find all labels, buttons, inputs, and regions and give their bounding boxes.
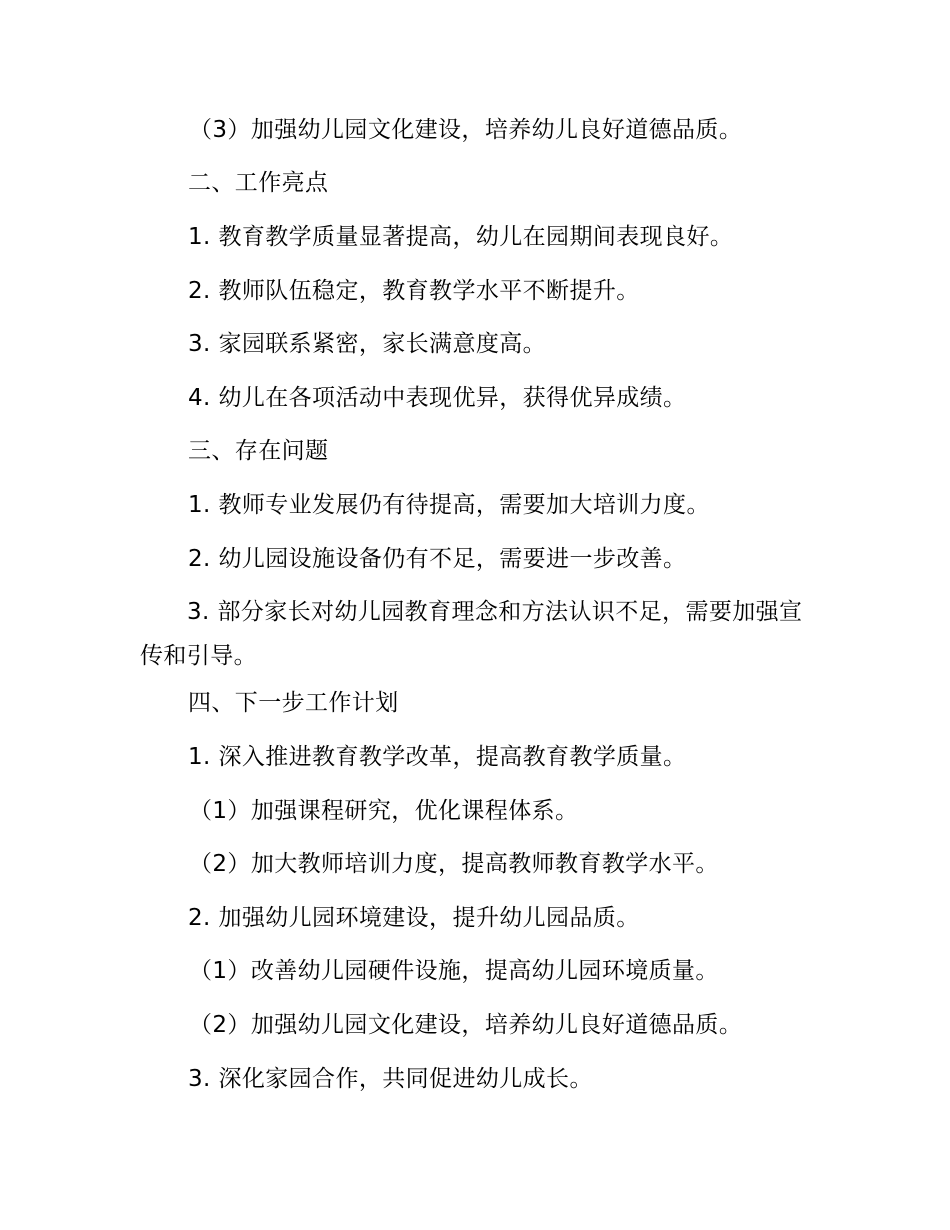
- list-item: 3. 家园联系紧密，家长满意度高。: [188, 331, 547, 357]
- list-item: 1. 教育教学质量显著提高，幼儿在园期间表现良好。: [188, 224, 734, 250]
- list-item: 2. 幼儿园设施设备仍有不足，需要进一步改善。: [188, 546, 687, 572]
- section-heading: 二、工作亮点: [188, 170, 329, 196]
- sub-item-line: （1）改善幼儿园硬件设施，提高幼儿园环境质量。: [189, 958, 719, 984]
- list-item: 1. 深入推进教育教学改革，提高教育教学质量。: [188, 744, 687, 770]
- section-heading: 三、存在问题: [188, 438, 329, 464]
- sub-item-line: （2）加大教师培训力度，提高教师教育教学水平。: [189, 851, 719, 877]
- sub-item-line: （3）加强幼儿园文化建设，培养幼儿良好道德品质。: [189, 117, 743, 143]
- section-heading: 四、下一步工作计划: [188, 690, 399, 716]
- list-item: 3. 深化家园合作，共同促进幼儿成长。: [188, 1066, 593, 1092]
- list-item: 2. 教师队伍稳定，教育教学水平不断提升。: [188, 278, 640, 304]
- list-item-wrapped: 3. 部分家长对幼儿园教育理念和方法认识不足，需要加强宣传和引导。: [140, 599, 803, 669]
- list-item: 4. 幼儿在各项活动中表现优异，获得优异成绩。: [188, 385, 687, 411]
- list-item: 2. 加强幼儿园环境建设，提升幼儿园品质。: [188, 905, 640, 931]
- sub-item-line: （1）加强课程研究，优化课程体系。: [189, 798, 579, 824]
- sub-item-line: （2）加强幼儿园文化建设，培养幼儿良好道德品质。: [189, 1012, 743, 1038]
- list-item: 1. 教师专业发展仍有待提高，需要加大培训力度。: [188, 492, 710, 518]
